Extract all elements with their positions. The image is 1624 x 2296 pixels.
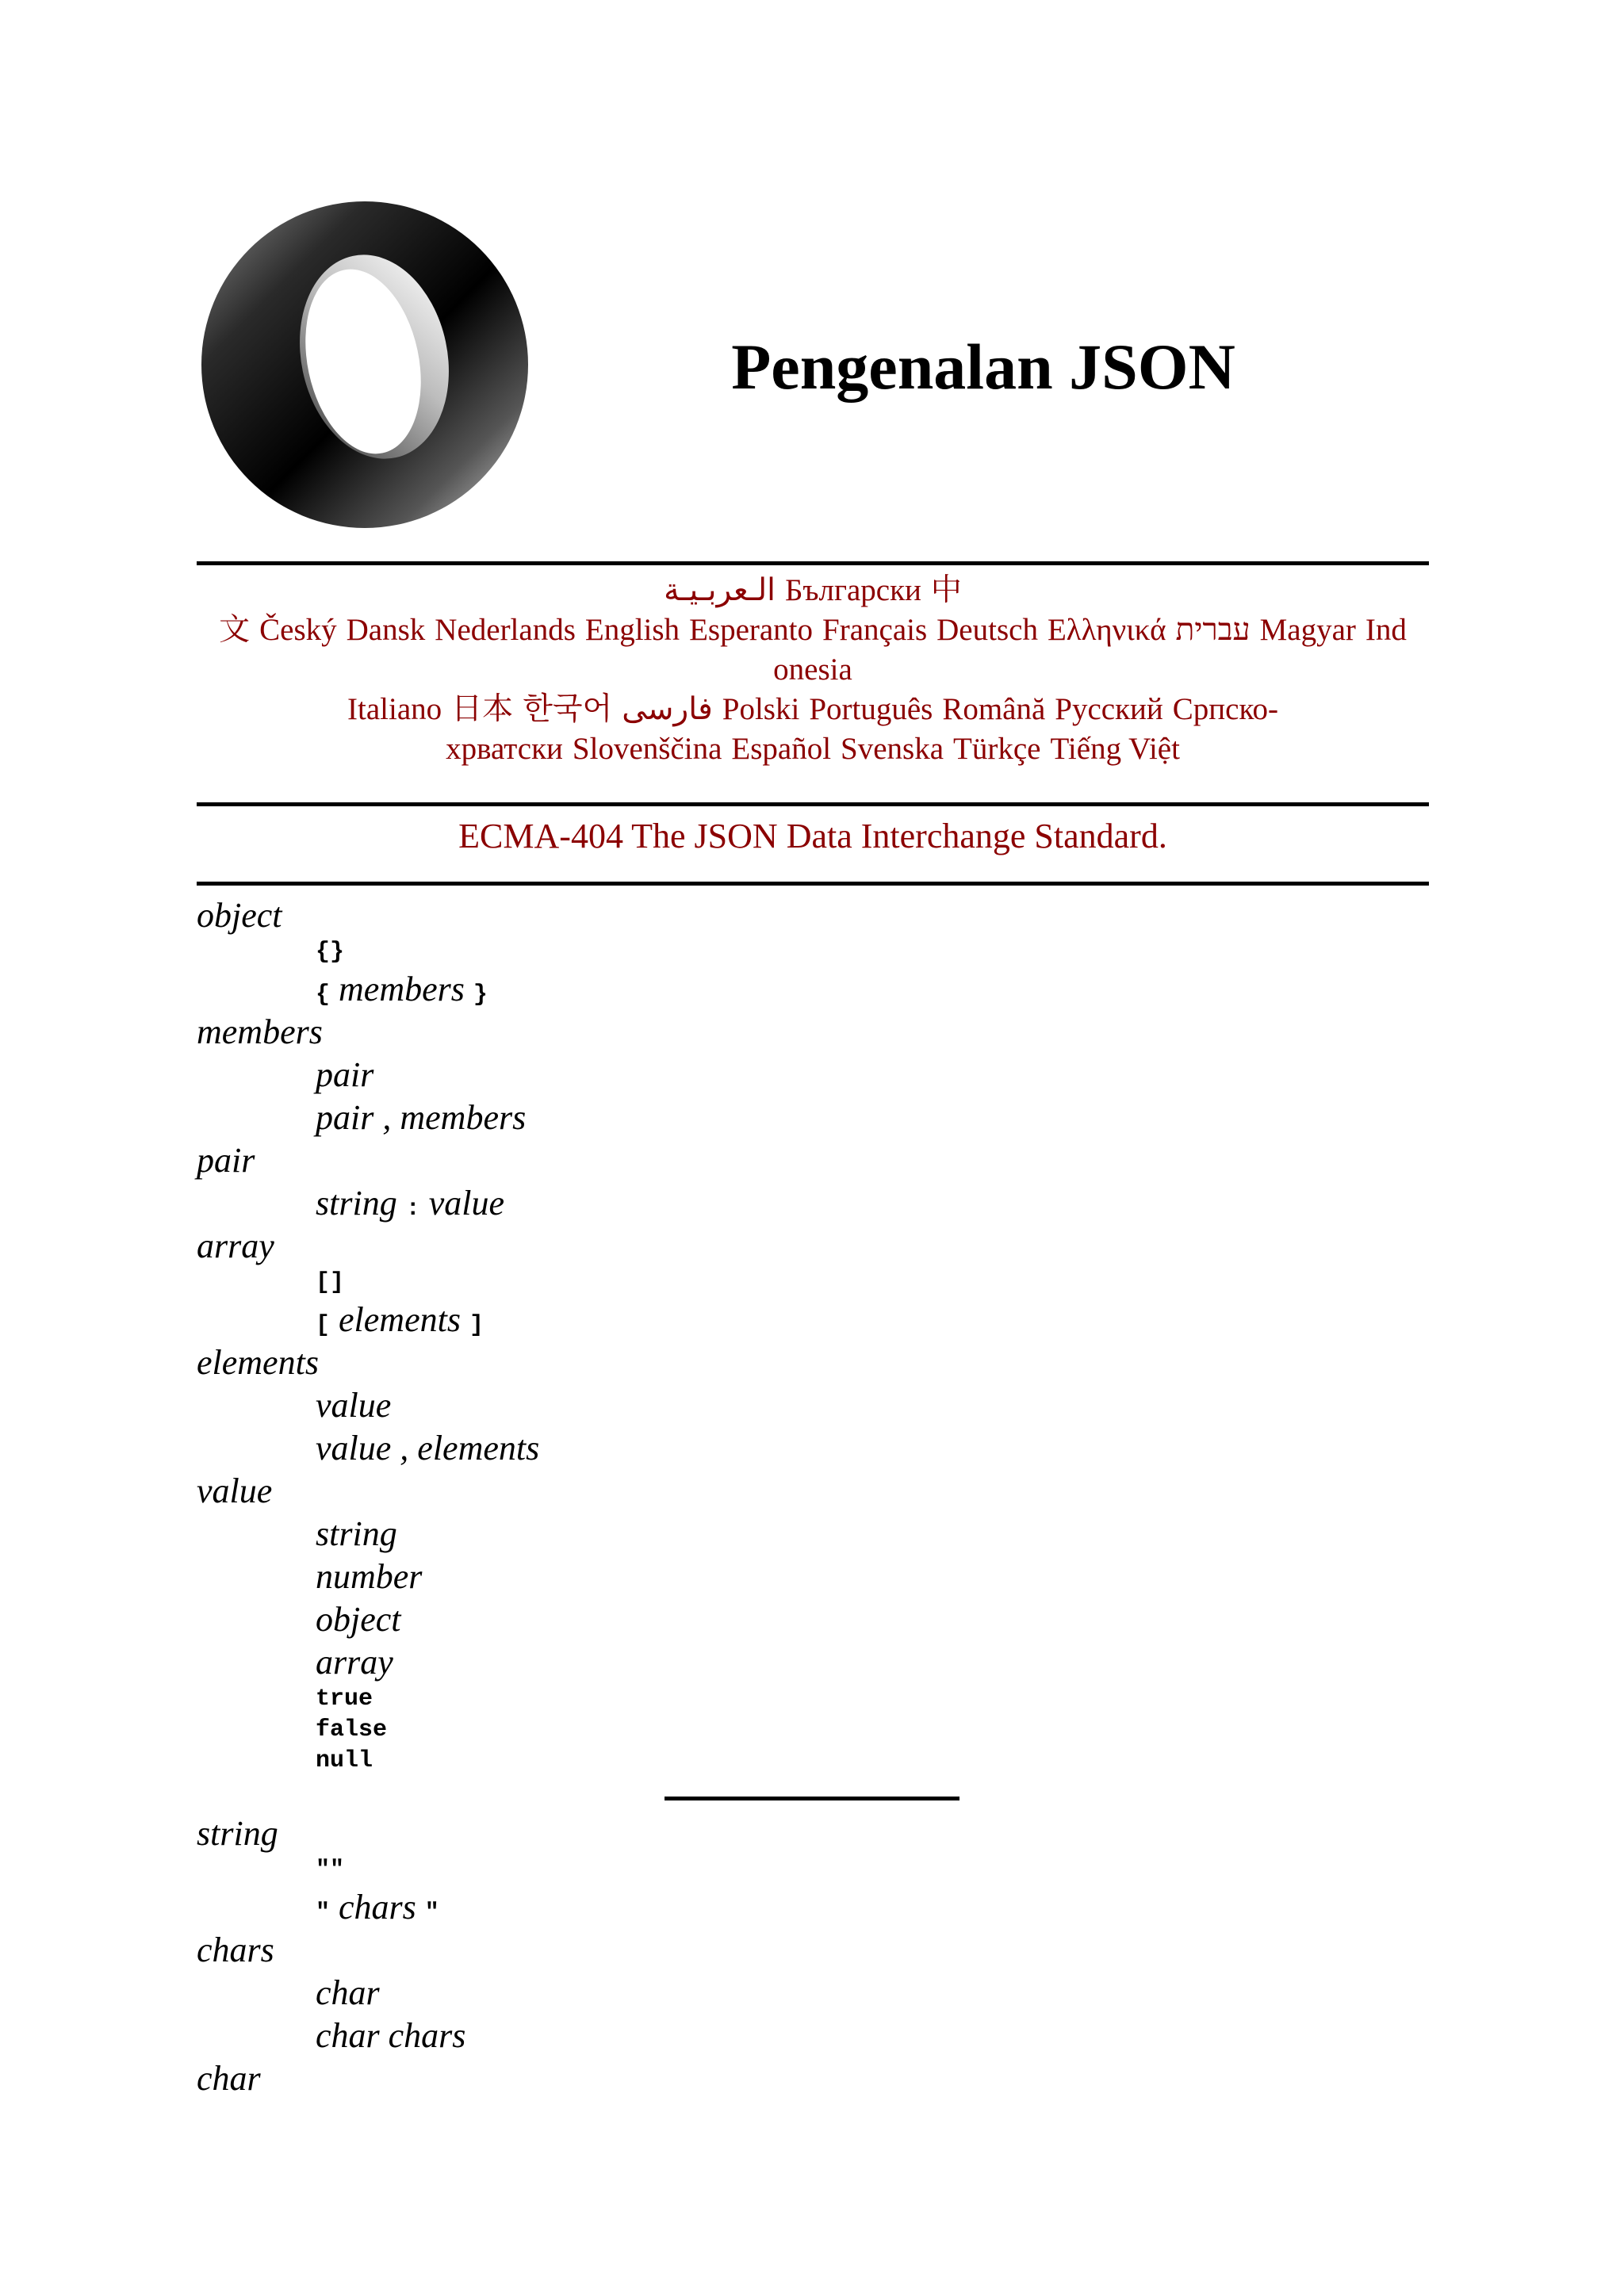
grammar-nonterminal-string: string xyxy=(197,1814,278,1853)
grammar-symbol[interactable]: chars xyxy=(339,1888,416,1927)
grammar-rule-pair xyxy=(197,1182,1429,1225)
language-link[interactable]: Slovenščina xyxy=(572,732,722,766)
language-link[interactable]: Български xyxy=(784,573,921,607)
grammar-symbol[interactable]: array xyxy=(316,1643,393,1682)
language-link[interactable]: Tiếng Việt xyxy=(1050,732,1180,766)
grammar-nonterminal-pair: pair xyxy=(197,1141,255,1180)
grammar-rule-value-array xyxy=(197,1641,1429,1684)
language-link[interactable]: Magyar xyxy=(1259,613,1356,647)
grammar-rule-value-string xyxy=(197,1513,1429,1556)
language-link[interactable]: 한국어 xyxy=(523,692,613,726)
language-line-1 xyxy=(197,571,1429,610)
grammar-token: [ xyxy=(316,1312,331,1339)
grammar-rule-value-number xyxy=(197,1556,1429,1598)
language-link[interactable]: Русский xyxy=(1055,692,1163,726)
grammar-rule-value-object xyxy=(197,1598,1429,1641)
grammar-nonterminal-object: object xyxy=(197,896,282,935)
grammar-symbol[interactable]: object xyxy=(316,1600,401,1639)
grammar-rule-array-empty: [] xyxy=(316,1269,345,1296)
grammar-rule-members-list xyxy=(197,1096,1429,1139)
language-link[interactable]: 中 xyxy=(930,573,962,607)
language-link[interactable]: Nederlands xyxy=(435,613,576,647)
language-link[interactable]: فارسی xyxy=(622,692,713,726)
ecma-404-link[interactable]: ECMA-404 The JSON Data Interchange Standard. xyxy=(458,817,1167,855)
grammar-nonterminal-array: array xyxy=(197,1226,274,1265)
grammar-rule-members-pair xyxy=(197,1054,1429,1096)
language-link[interactable]: Español xyxy=(731,732,832,766)
language-link[interactable]: Polski xyxy=(722,692,800,726)
grammar-symbol[interactable]: members xyxy=(400,1098,527,1137)
language-link[interactable]: الـعربـيـة xyxy=(664,573,776,607)
grammar-symbol[interactable]: value xyxy=(428,1184,505,1223)
grammar-symbol[interactable]: string xyxy=(316,1514,397,1553)
language-link[interactable]: Türkçe xyxy=(953,732,1041,766)
language-link[interactable]: עברית xyxy=(1175,613,1251,647)
language-line-4 xyxy=(197,690,1429,729)
grammar-rule-value-true: true xyxy=(316,1686,373,1712)
grammar-symbol[interactable]: number xyxy=(316,1557,423,1596)
grammar-rule-elements-value xyxy=(197,1384,1429,1427)
grammar-symbol[interactable]: elements xyxy=(417,1429,540,1468)
language-link[interactable]: Italiano xyxy=(347,692,442,726)
grammar-rule-value-null: null xyxy=(316,1747,373,1774)
language-link[interactable]: Română xyxy=(942,692,1046,726)
json-grammar xyxy=(197,894,1429,1777)
language-link[interactable]: Esperanto xyxy=(689,613,814,647)
language-line-2 xyxy=(197,610,1429,650)
grammar-nonterminal-chars: chars xyxy=(197,1931,274,1969)
grammar-token: , xyxy=(382,1098,392,1137)
middle-divider xyxy=(197,802,1429,806)
grammar-nonterminal-char: char xyxy=(197,2059,261,2098)
grammar-rule-array-elements xyxy=(197,1299,1429,1341)
grammar-rule-object-empty: {} xyxy=(316,939,345,966)
grammar-nonterminal-elements: elements xyxy=(197,1343,319,1382)
grammar-symbol[interactable]: char chars xyxy=(316,2016,466,2055)
grammar-token: " xyxy=(424,1900,439,1927)
grammar-symbol[interactable]: char xyxy=(316,1973,380,2012)
section-divider xyxy=(665,1797,959,1800)
language-link[interactable]: 文 xyxy=(219,613,251,647)
grammar-rule-value-false: false xyxy=(316,1716,388,1743)
language-link[interactable]: Deutsch xyxy=(936,613,1038,647)
grammar-token: ] xyxy=(469,1312,484,1339)
grammar-nonterminal-value: value xyxy=(197,1471,273,1510)
language-link[interactable]: 日本 xyxy=(451,692,514,726)
grammar-token: } xyxy=(473,982,488,1008)
language-link[interactable]: English xyxy=(584,613,680,647)
json-logo-icon xyxy=(198,198,531,531)
json-grammar-strings xyxy=(197,1812,1429,2100)
grammar-symbol[interactable]: pair xyxy=(316,1098,374,1137)
grammar-symbol[interactable]: elements xyxy=(339,1300,461,1339)
grammar-divider xyxy=(197,882,1429,886)
language-link[interactable]: хрватски xyxy=(446,732,563,766)
language-link[interactable]: Český xyxy=(259,613,337,647)
grammar-rule-elements-list xyxy=(197,1427,1429,1470)
page-title: Pengenalan JSON xyxy=(731,331,1235,403)
top-divider xyxy=(197,561,1429,565)
grammar-symbol[interactable]: value xyxy=(316,1429,392,1468)
grammar-token: { xyxy=(316,982,331,1008)
grammar-symbol[interactable]: value xyxy=(316,1386,392,1425)
grammar-rule-string-empty: "" xyxy=(316,1857,345,1884)
language-link[interactable]: Português xyxy=(809,692,933,726)
grammar-symbol[interactable]: members xyxy=(339,970,465,1008)
language-line-3 xyxy=(197,650,1429,690)
grammar-rule-string-chars xyxy=(197,1886,1429,1929)
language-link[interactable]: Français xyxy=(822,613,928,647)
language-link[interactable]: Svenska xyxy=(841,732,944,766)
language-link[interactable]: Српско- xyxy=(1172,692,1278,726)
language-link[interactable]: Ind xyxy=(1365,613,1407,647)
language-link[interactable]: onesia xyxy=(773,652,852,687)
grammar-rule-object-members xyxy=(197,968,1429,1011)
language-link[interactable]: Ελληνικά xyxy=(1047,613,1166,647)
grammar-token: : xyxy=(405,1196,420,1223)
language-link[interactable]: Dansk xyxy=(346,613,426,647)
grammar-rule-chars-list xyxy=(197,2015,1429,2057)
grammar-symbol[interactable]: pair xyxy=(316,1055,374,1094)
language-links xyxy=(197,571,1429,769)
grammar-token: " xyxy=(316,1900,331,1927)
grammar-rule-chars-char xyxy=(197,1972,1429,2015)
grammar-symbol[interactable]: string xyxy=(316,1184,397,1223)
language-line-5 xyxy=(197,729,1429,769)
grammar-nonterminal-members: members xyxy=(197,1012,323,1051)
grammar-token: , xyxy=(400,1429,409,1468)
